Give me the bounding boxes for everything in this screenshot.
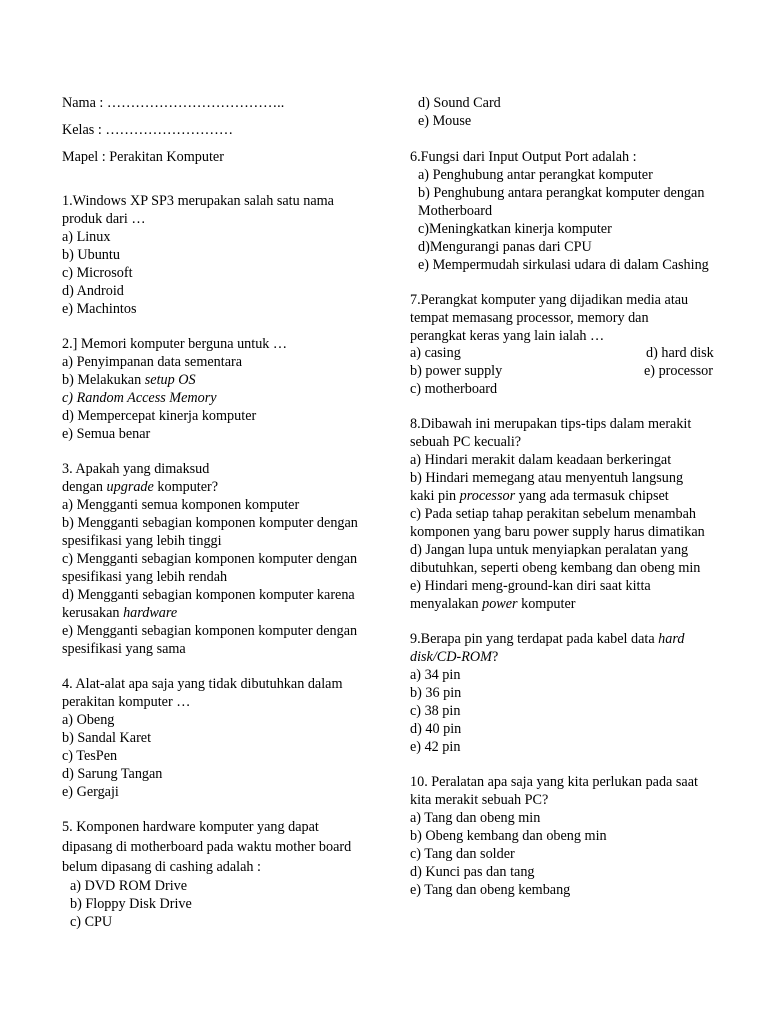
answer-option: e) Tang dan obeng kembang — [410, 882, 571, 898]
answer-option: d) Android — [62, 283, 124, 299]
answer-option: kaki pin processor yang ada termasuk chipset — [410, 488, 669, 504]
answer-option: a) Hindari merakit dalam keadaan berkeringat — [410, 452, 672, 468]
question-text: 6.Fungsi dari Input Output Port adalah : — [410, 149, 637, 165]
question-text: dipasang di motherboard pada waktu mother board — [62, 839, 352, 855]
answer-option: a) Mengganti semua komponen komputer — [62, 497, 300, 513]
answer-option: c) motherboard — [410, 381, 498, 397]
answer-option: kerusakan hardware — [62, 605, 178, 621]
answer-option: c) Pada setiap tahap perakitan sebelum menambah — [410, 506, 697, 522]
answer-option: Motherboard — [418, 203, 493, 219]
answer-row — [410, 344, 760, 362]
answer-option: e) Mengganti sebagian komponen komputer dengan — [62, 623, 358, 639]
answer-option: e) processor — [644, 363, 713, 379]
answer-option: b) 36 pin — [410, 685, 462, 701]
question-text: 10. Peralatan apa saja yang kita perlukan pada saat — [410, 774, 698, 790]
answer-option: b) power supply — [410, 363, 503, 379]
answer-option: c) 38 pin — [410, 703, 461, 719]
answer-option: spesifikasi yang sama — [62, 641, 186, 657]
answer-option: a) Obeng — [62, 712, 115, 728]
answer-option: menyalakan power komputer — [410, 596, 576, 612]
question-text: 1.Windows XP SP3 merupakan salah satu nama — [62, 193, 334, 209]
answer-option: e) Semua benar — [62, 426, 151, 442]
question-text: kita merakit sebuah PC? — [410, 792, 549, 808]
question-text: 7.Perangkat komputer yang dijadikan media atau — [410, 292, 689, 308]
answer-option: d) Jangan lupa untuk menyiapkan peralatan yang — [410, 542, 689, 558]
question-text: produk dari … — [62, 211, 146, 227]
question-text: belum dipasang di cashing adalah : — [62, 859, 261, 875]
answer-option: a) Penyimpanan data sementara — [62, 354, 243, 370]
kelas-field: Kelas : ……………………… — [62, 122, 234, 138]
answer-option: spesifikasi yang lebih tinggi — [62, 533, 222, 549]
answer-option: a) casing — [410, 345, 461, 361]
answer-option: d) Mengganti sebagian komponen komputer karena — [62, 587, 355, 603]
answer-option: komponen yang baru power supply harus dimatikan — [410, 524, 705, 540]
answer-option: a) Tang dan obeng min — [410, 810, 541, 826]
answer-option: spesifikasi yang lebih rendah — [62, 569, 228, 585]
question-text: disk/CD-ROM? — [410, 649, 499, 665]
answer-option: b) Mengganti sebagian komponen komputer dengan — [62, 515, 358, 531]
answer-option: d) Mempercepat kinerja komputer — [62, 408, 257, 424]
question-text: tempat memasang processor, memory dan — [410, 310, 649, 326]
answer-option: d) hard disk — [646, 345, 714, 361]
answer-option: c) Mengganti sebagian komponen komputer dengan — [62, 551, 358, 567]
answer-option: e) Mouse — [418, 113, 472, 129]
answer-option: e) Hindari meng-ground-kan diri saat kitta — [410, 578, 651, 594]
answer-option: dibutuhkan, seperti obeng kembang dan obeng min — [410, 560, 701, 576]
answer-option: d)Mengurangi panas dari CPU — [418, 239, 592, 255]
answer-option: b) Hindari memegang atau menyentuh langsung — [410, 470, 684, 486]
question-text: 2.] Memori komputer berguna untuk … — [62, 336, 288, 352]
answer-option: c) Tang dan solder — [410, 846, 515, 862]
answer-option: b) Melakukan setup OS — [62, 372, 196, 388]
answer-option: a) DVD ROM Drive — [70, 878, 188, 894]
question-text: dengan upgrade komputer? — [62, 479, 219, 495]
answer-option: d) Kunci pas dan tang — [410, 864, 535, 880]
question-text: 5. Komponen hardware komputer yang dapat — [62, 819, 319, 835]
question-text: 4. Alat-alat apa saja yang tidak dibutuhkan dalam — [62, 676, 343, 692]
answer-option: b) Ubuntu — [62, 247, 120, 263]
answer-option: d) Sarung Tangan — [62, 766, 163, 782]
answer-option: c) Microsoft — [62, 265, 133, 281]
answer-option: b) Floppy Disk Drive — [70, 896, 192, 912]
question-text: 9.Berapa pin yang terdapat pada kabel data hard — [410, 631, 685, 647]
answer-option: b) Obeng kembang dan obeng min — [410, 828, 607, 844]
answer-option: a) 34 pin — [410, 667, 461, 683]
answer-option: b) Sandal Karet — [62, 730, 152, 746]
answer-option: c)Meningkatkan kinerja komputer — [418, 221, 612, 237]
answer-option: a) Penghubung antar perangkat komputer — [418, 167, 653, 183]
question-text: 3. Apakah yang dimaksud — [62, 461, 210, 477]
answer-option: c) Random Access Memory — [62, 390, 217, 406]
answer-option: d) 40 pin — [410, 721, 462, 737]
answer-option: c) CPU — [70, 914, 113, 930]
question-text: 8.Dibawah ini merupakan tips-tips dalam merakit — [410, 416, 692, 432]
answer-option: c) TesPen — [62, 748, 118, 764]
answer-option: b) Penghubung antara perangkat komputer dengan — [418, 185, 705, 201]
answer-row — [410, 362, 760, 380]
answer-option: a) Linux — [62, 229, 111, 245]
answer-option: e) 42 pin — [410, 739, 461, 755]
question-text: sebuah PC kecuali? — [410, 434, 522, 450]
mapel-field: Mapel : Perakitan Komputer — [62, 149, 224, 165]
answer-option: e) Gergaji — [62, 784, 119, 800]
question-text: perakitan komputer … — [62, 694, 191, 710]
answer-option: d) Sound Card — [418, 95, 501, 111]
answer-option: e) Mempermudah sirkulasi udara di dalam Cashing — [418, 257, 709, 273]
answer-option: e) Machintos — [62, 301, 137, 317]
question-text: perangkat keras yang lain ialah … — [410, 328, 605, 344]
nama-field: Nama : ……………………………….. — [62, 95, 285, 111]
